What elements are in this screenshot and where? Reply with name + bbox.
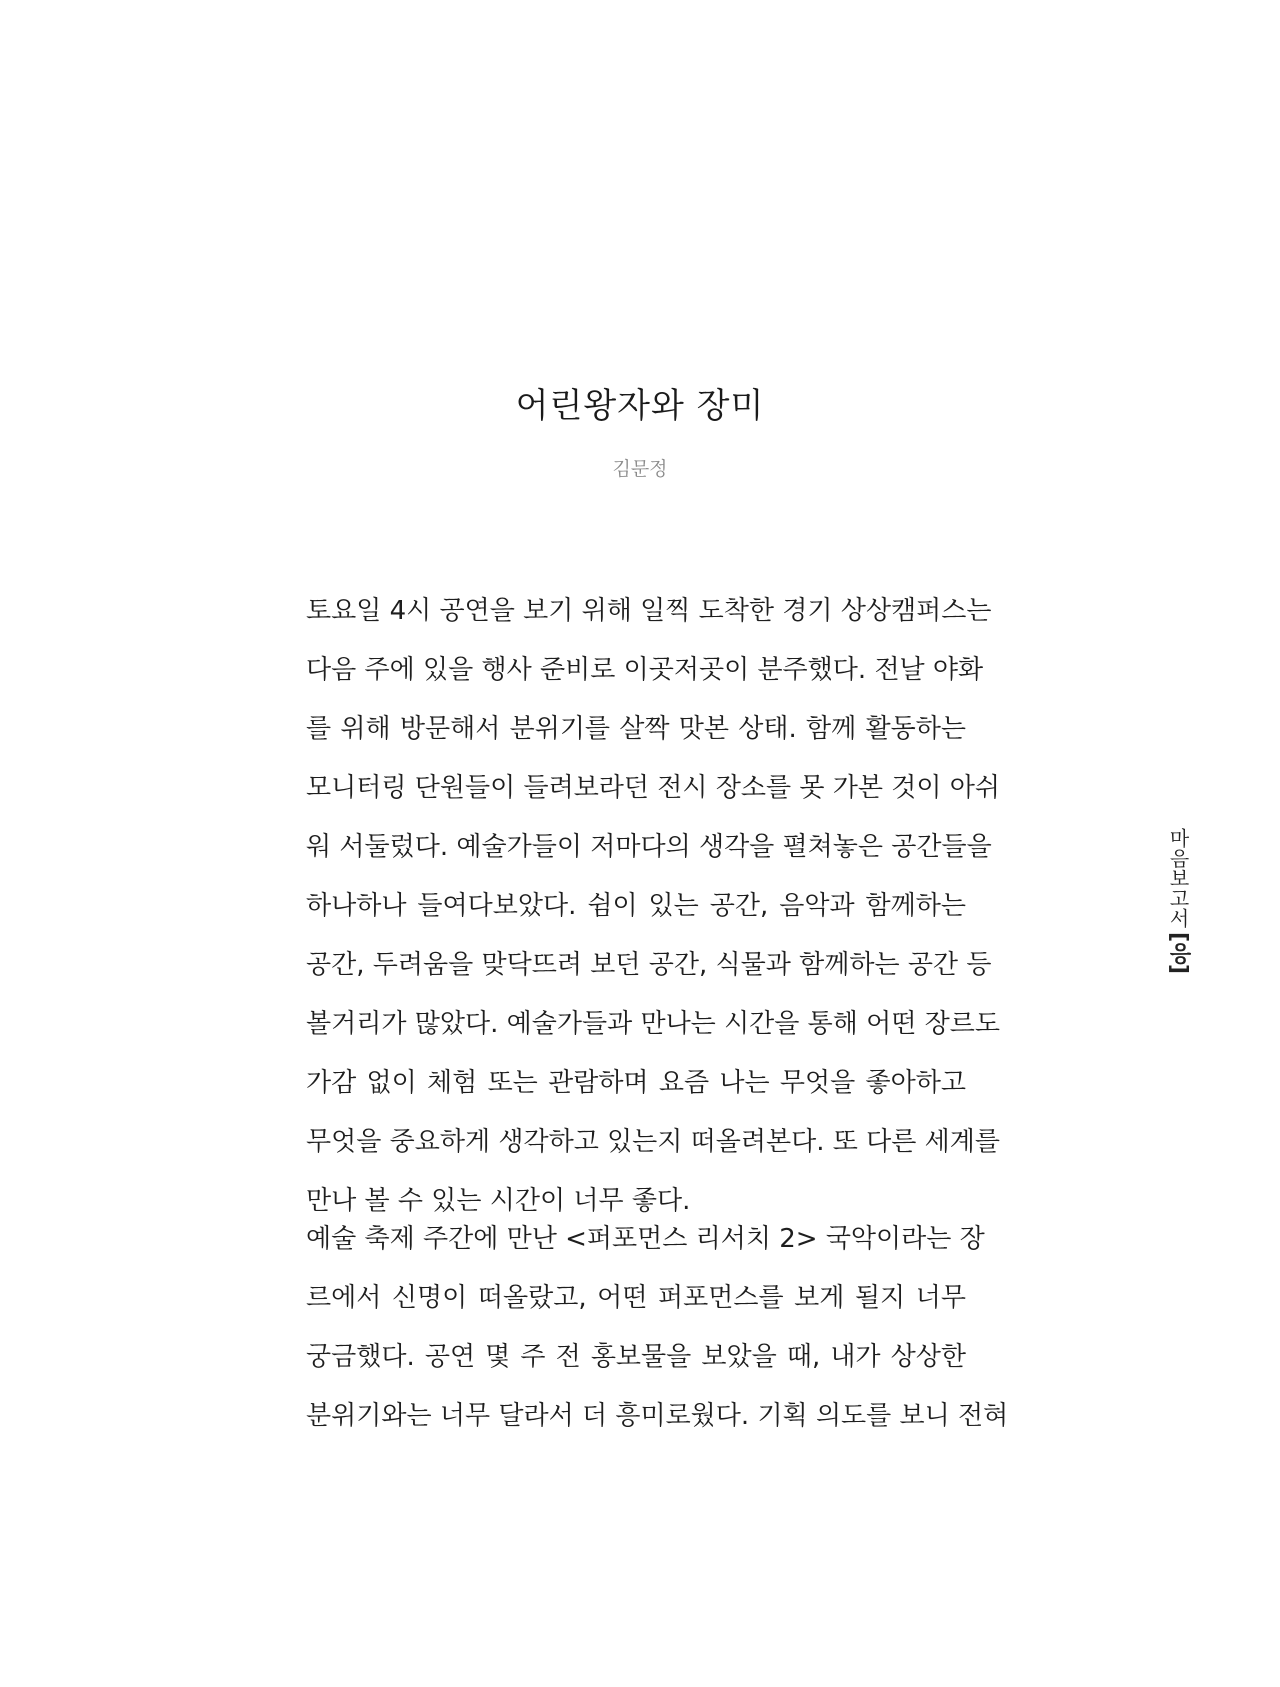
text-line: 모니터링 단원들이 들려보라던 전시 장소를 못 가본 것이 아쉬 bbox=[306, 773, 1001, 803]
text-line: 궁금했다. 공연 몇 주 전 홍보물을 보았을 때, 내가 상상한 bbox=[306, 1342, 966, 1372]
text-line: 하나하나 들여다보았다. 쉼이 있는 공간, 음악과 함께하는 bbox=[306, 891, 966, 921]
text-line: 토요일 4시 공연을 보기 위해 일찍 도착한 경기 상상캠퍼스는 bbox=[306, 596, 992, 626]
section-side-label bbox=[1163, 828, 1194, 974]
section-label-text: 마음보고서 bbox=[1166, 828, 1190, 928]
text-line: 르에서 신명이 떠올랐고, 어떤 퍼포먼스를 보게 될지 너무 bbox=[306, 1283, 966, 1313]
paragraph-1 bbox=[306, 582, 1001, 1231]
article-title: 어린왕자와 장미 bbox=[515, 386, 765, 426]
text-line: 만나 볼 수 있는 시간이 너무 좋다. bbox=[306, 1186, 691, 1216]
paragraph-2 bbox=[306, 1210, 1009, 1446]
text-line: 가감 없이 체험 또는 관람하며 요즘 나는 무엇을 좋아하고 bbox=[306, 1068, 966, 1098]
article-author: 김문정 bbox=[612, 458, 668, 480]
text-line: 분위기와는 너무 달라서 더 흥미로웠다. 기획 의도를 보니 전혀 bbox=[306, 1401, 1009, 1431]
text-line: 무엇을 중요하게 생각하고 있는지 떠올려본다. 또 다른 세계를 bbox=[306, 1127, 1001, 1157]
section-label-bracket: [응] bbox=[1166, 932, 1191, 975]
text-line: 예술 축제 주간에 만난 <퍼포먼스 리서치 2> 국악이라는 장 bbox=[306, 1224, 985, 1254]
text-line: 다음 주에 있을 행사 준비로 이곳저곳이 분주했다. 전날 야화 bbox=[306, 655, 984, 685]
text-line: 워 서둘렀다. 예술가들이 저마다의 생각을 펼쳐놓은 공간들을 bbox=[306, 832, 992, 862]
text-line: 를 위해 방문해서 분위기를 살짝 맛본 상태. 함께 활동하는 bbox=[306, 714, 966, 744]
text-line: 공간, 두려움을 맞닥뜨려 보던 공간, 식물과 함께하는 공간 등 bbox=[306, 950, 992, 980]
text-line: 볼거리가 많았다. 예술가들과 만나는 시간을 통해 어떤 장르도 bbox=[306, 1009, 1001, 1039]
